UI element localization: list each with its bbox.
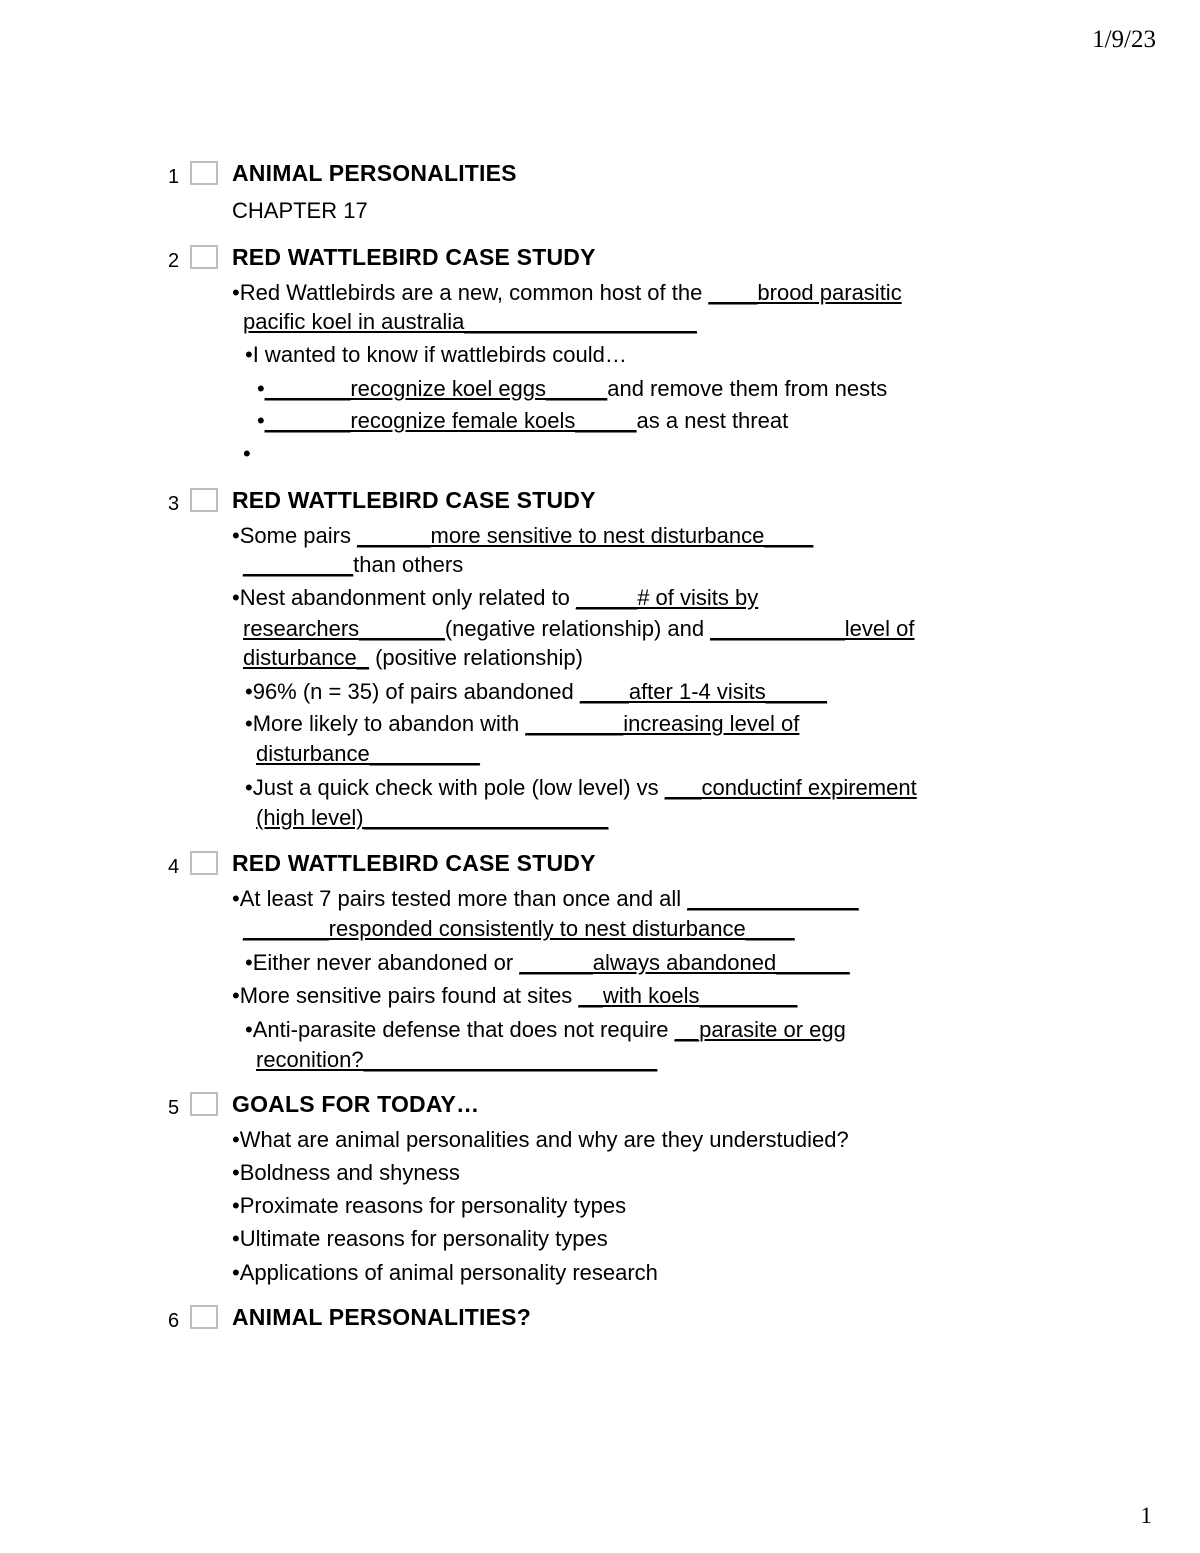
note-answer: (high level)____________________	[256, 805, 609, 830]
bullet: •	[243, 441, 251, 466]
slide-5	[0, 1091, 1200, 1285]
slide-thumbnail-box	[190, 851, 218, 875]
note-line	[245, 950, 850, 976]
note-line	[245, 711, 799, 737]
slide-thumbnail-box	[190, 1092, 218, 1116]
note-line	[232, 280, 902, 306]
note-line	[243, 616, 915, 642]
note-line	[245, 1017, 846, 1043]
note-text: •What are animal personalities and why are they understudied?	[232, 1127, 849, 1152]
note-line	[257, 376, 887, 402]
slide-thumbnail-box	[190, 488, 218, 512]
note-text: •Ultimate reasons for personality types	[232, 1226, 608, 1251]
note-text: •At least 7 pairs tested more than once and all	[232, 886, 688, 911]
note-line	[232, 523, 813, 549]
slide-1	[0, 160, 1200, 223]
note-text: •I wanted to know if wattlebirds could…	[245, 342, 627, 367]
slide-2	[0, 244, 1200, 466]
note-answer: ______more sensitive to nest disturbance____	[357, 523, 814, 548]
note-line	[245, 679, 827, 705]
note-answer: ________increasing level of	[525, 711, 800, 736]
note-text: as a nest threat	[636, 408, 789, 433]
note-answer: ___________level of	[710, 616, 915, 641]
note-text: •Either never abandoned or	[245, 950, 520, 975]
note-line	[232, 886, 859, 912]
note-answer: _________	[243, 552, 354, 577]
note-line	[232, 983, 797, 1009]
slide-4	[0, 850, 1200, 1072]
slide-thumbnail-box	[190, 1305, 218, 1329]
slide-title: RED WATTLEBIRD CASE STUDY	[232, 487, 596, 513]
note-text: •Nest abandonment only related to	[232, 585, 577, 610]
slide-subtitle: CHAPTER 17	[232, 198, 368, 223]
slide-title: RED WATTLEBIRD CASE STUDY	[232, 244, 596, 270]
slide-6	[0, 1304, 1200, 1336]
note-line	[232, 585, 758, 611]
page-number: 1	[1140, 1503, 1152, 1528]
note-answer: _______recognize female koels_____	[264, 408, 637, 433]
note-answer: _____# of visits by	[576, 585, 759, 610]
note-text: than others	[353, 552, 464, 577]
slide-number: 2	[168, 250, 180, 272]
note-text: •Red Wattlebirds are a new, common host of the	[232, 280, 709, 305]
date-header: 1/9/23	[1092, 26, 1156, 53]
note-line	[245, 775, 917, 801]
slide-number: 3	[168, 493, 180, 515]
note-text: (positive relationship)	[368, 645, 583, 670]
slide-thumbnail-box	[190, 245, 218, 269]
note-answer: _______recognize koel eggs_____	[264, 376, 608, 401]
note-answer: disturbance_________	[256, 741, 480, 766]
note-answer: __parasite or egg	[674, 1017, 846, 1042]
note-answer: _______responded consistently to nest disturbance____	[243, 916, 795, 941]
note-text: (negative relationship) and	[444, 616, 711, 641]
note-answer: ____brood parasitic	[708, 280, 902, 305]
slide-number: 1	[168, 166, 180, 188]
slide-title: ANIMAL PERSONALITIES	[232, 160, 517, 186]
slide-number: 5	[168, 1097, 180, 1119]
bullet: •	[257, 376, 265, 401]
note-answer: pacific koel in australia___________________	[243, 309, 697, 334]
note-text: and remove them from nests	[607, 376, 888, 401]
slide-title: ANIMAL PERSONALITIES?	[232, 1304, 531, 1330]
note-text: •More sensitive pairs found at sites	[232, 983, 579, 1008]
note-text: •More likely to abandon with	[245, 711, 526, 736]
note-answer: ___conductinf expirement	[664, 775, 917, 800]
note-text: •96% (n = 35) of pairs abandoned	[245, 679, 580, 704]
note-line	[257, 408, 788, 434]
note-line	[243, 645, 583, 671]
note-answer: researchers_______	[243, 616, 445, 641]
note-text: •Applications of animal personality research	[232, 1260, 658, 1285]
note-answer: disturbance_	[243, 645, 369, 670]
note-text: •Anti-parasite defense that does not require	[245, 1017, 675, 1042]
note-text: •Proximate reasons for personality types	[232, 1193, 627, 1218]
slide-number: 6	[168, 1310, 180, 1332]
note-answer: ______________	[687, 886, 859, 911]
slide-number: 4	[168, 856, 180, 878]
note-text: •Boldness and shyness	[232, 1160, 460, 1185]
note-line	[243, 552, 463, 578]
note-answer: ____after 1-4 visits_____	[579, 679, 827, 704]
slide-thumbnail-box	[190, 161, 218, 185]
slide-title: GOALS FOR TODAY…	[232, 1091, 480, 1117]
slide-3	[0, 487, 1200, 830]
note-text: •Some pairs	[232, 523, 358, 548]
note-answer: reconition?________________________	[256, 1047, 658, 1072]
note-text: •Just a quick check with pole (low level) vs	[245, 775, 665, 800]
note-answer: __with koels________	[578, 983, 798, 1008]
slide-title: RED WATTLEBIRD CASE STUDY	[232, 850, 596, 876]
note-answer: ______always abandoned______	[519, 950, 850, 975]
bullet: •	[257, 408, 265, 433]
